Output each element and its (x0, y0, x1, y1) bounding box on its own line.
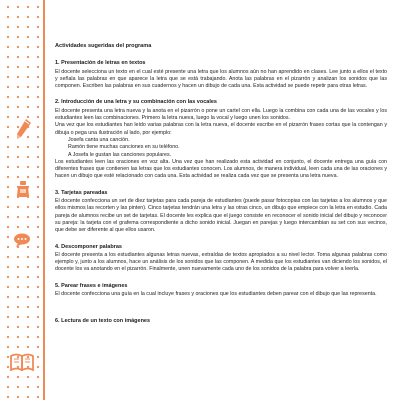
section-4 (55, 244, 387, 274)
speech-bubble-icon (13, 232, 31, 248)
section-5 (55, 283, 387, 299)
section-1 (55, 60, 387, 90)
section-paragraph: El docente confecciona un set de diez tarjetas para cada pareja de estudiantes (puede pasar fotocopias con las tarjetas a los alumnos y que ellos mismos las recorten y las pinten). Cinco tarjetas tendrán una letra y las otras cinco, un dibujo que empiece con la letra en estudio. Cada pareja de alumnos recibe un set de tarjetas. El docente les explica que el juego consiste en reconocer el sonido inicial del dibujo y reconocer su pareja: la tarjeta con el grafema correspondiente a dicho sonido inicial. Juegan en parejas y luego intercambian su set con sus vecinos, que debe ser diferente al que ellos usaron. (55, 198, 387, 234)
section-paragraph: El docente presenta una letra nueva y la anota en el pizarrón o pone un cartel con ella. Luego la combina con cada una de las vocales y los estudiantes leen las combinaciones. Primero la letra nueva, luego la vocal y luego unen los sonidos. (55, 107, 387, 122)
ink-bottle-icon (15, 180, 31, 198)
section-heading: 5. Parear frases e imágenes (55, 282, 128, 289)
section-2 (55, 99, 387, 180)
dot-grid (3, 0, 41, 400)
example-sentence: Josefa canta una canción. (68, 136, 130, 143)
section-paragraph: El docente selecciona un texto en el cual esté presente una letra que los alumnos aún no han aprendido en clases. Lee junto a ellos el texto y señala las palabras en que aparece la letra que se está trabajando. Anota las palabras en el pizarrón y analizan los sonidos que las componen. Escriben las palabras en sus cuadernos y hacen un dibujo de cada una. Esta actividad se puede repetir para otras letras. (55, 68, 387, 90)
decorative-sidebar (0, 0, 47, 400)
section-6 (55, 318, 387, 325)
open-book-icon (10, 353, 34, 371)
orange-margin-rule (43, 0, 45, 400)
pencil-icon (14, 118, 32, 142)
example-sentence: A Josefa le gustan las canciones populares. (68, 151, 172, 158)
section-paragraph-group (55, 108, 387, 159)
example-sentence: Ramón tiene muchas canciones en su teléfono. (68, 144, 180, 151)
document-body (55, 43, 387, 327)
section-paragraph: El docente presenta a los estudiantes algunas letras nuevas, extraídas de textos apropiados a su nivel lector. Toma algunas palabras como ejemplo y, junto a los alumnos, hace un análisis de los sonidos que las componen. A medida que los estudiantes van diciendo los sonidos, el docente los va anotando en el pizarrón. Finalmente, unen nuevamente cada uno de los sonidos de la palabra para volver a leerla. (55, 251, 387, 273)
section-paragraph: Los estudiantes leen las oraciones en voz alta. Una vez que han realizado esta actividad en conjunto, el docente entrega una guía con diferentes frases que contienen las letras que los estudiantes conocen. Los alumnos, de manera individual, leen cada una de las oraciones y hacen un dibujo que esté relacionado con cada una. Esta actividad se realiza cada vez que se presenta una letra nueva. (55, 158, 387, 180)
section-heading: 3. Tarjetas pareadas (55, 189, 108, 196)
section-3 (55, 190, 387, 235)
document-title: Actividades sugeridas del programa (55, 43, 152, 49)
section-heading: 2. Introducción de una letra y su combinación con las vocales (55, 99, 217, 106)
section-paragraph: El docente confecciona una guía en la cual incluye frases y oraciones que los estudiantes deben parear con el dibujo que las representa. (55, 291, 377, 298)
section-heading: 4. Descomponer palabras (55, 243, 122, 250)
section-heading: 6. Lectura de un texto con imágenes (55, 318, 151, 325)
section-heading: 1. Presentación de letras en textos (55, 60, 146, 67)
section-paragraph: Una vez que los estudiantes han leído varias palabras con la letra nueva, el docente escribe en el pizarrón frases cortas que la contengan y dibuja o pega una ilustración al lado, por ejemplo: (55, 122, 387, 136)
